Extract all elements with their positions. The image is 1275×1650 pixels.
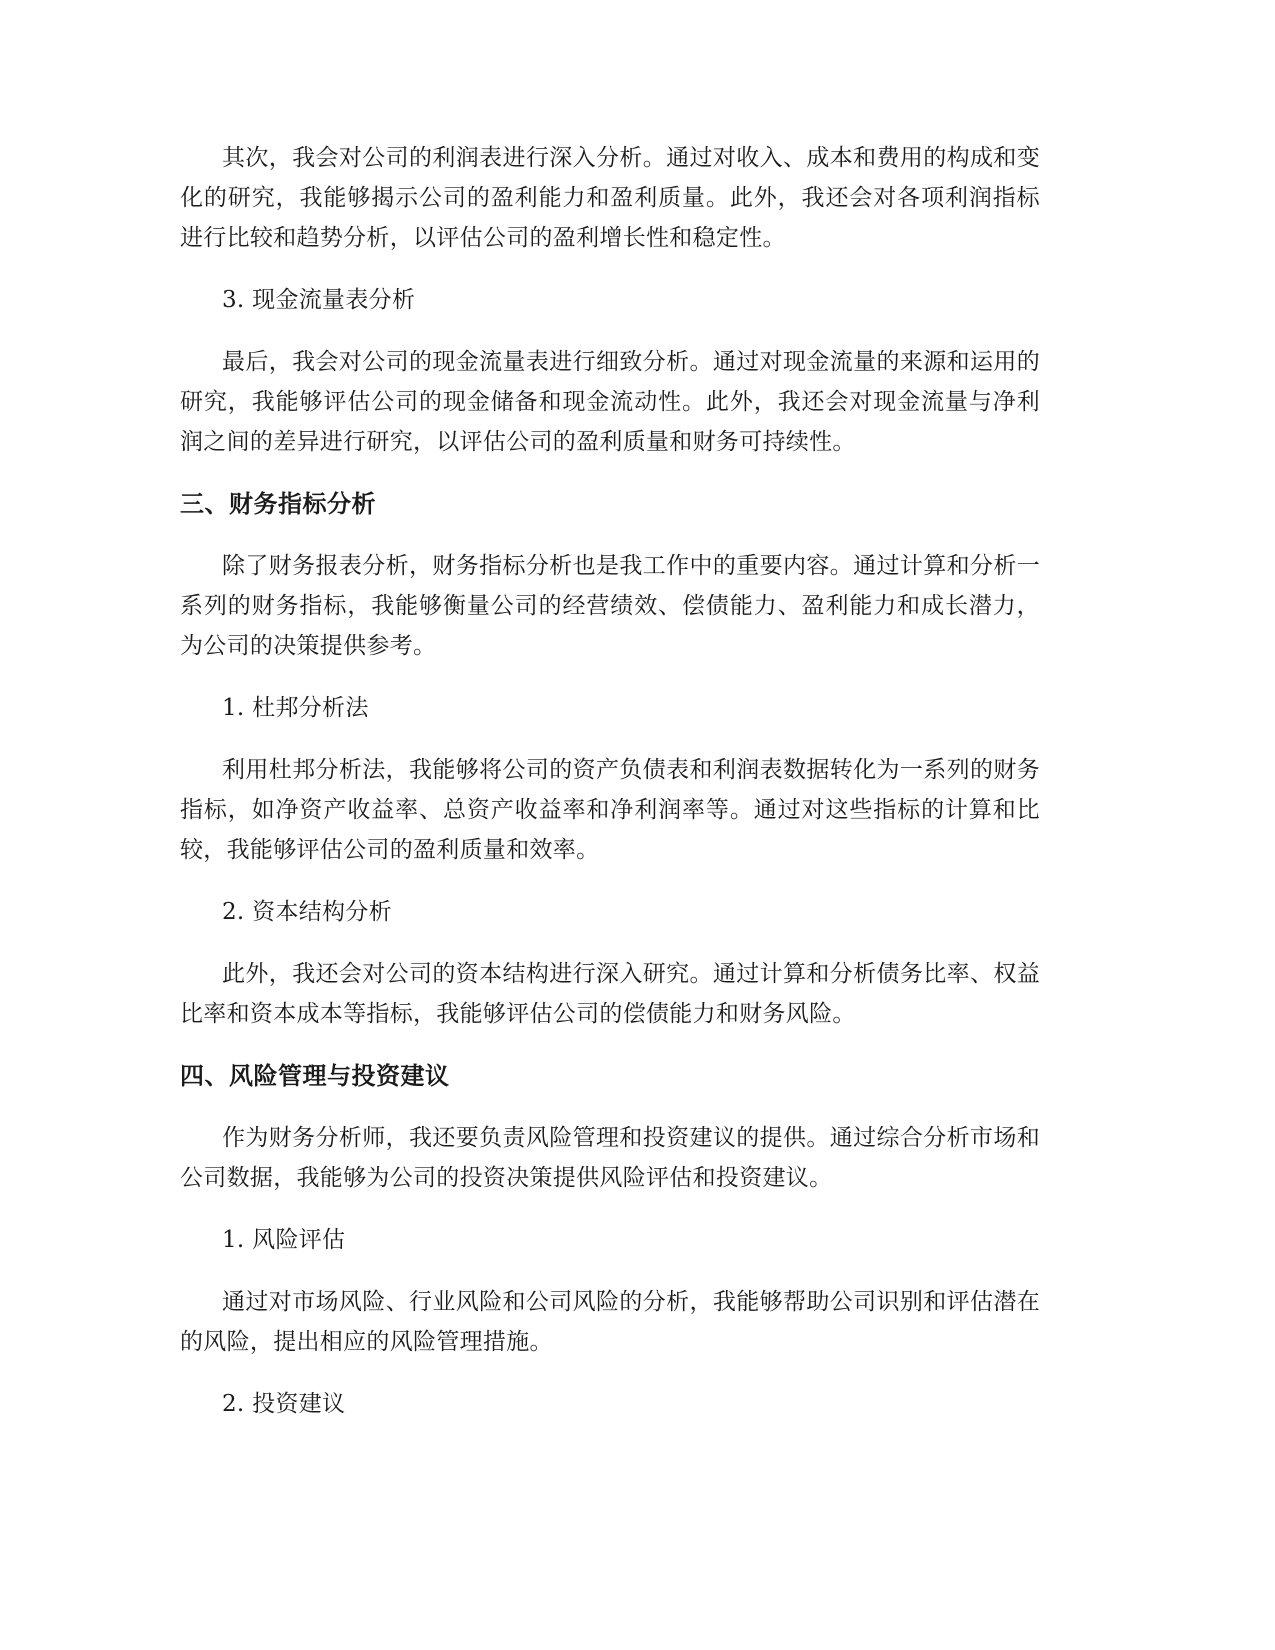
paragraph-financial-indicators: 除了财务报表分析，财务指标分析也是我工作中的重要内容。通过计算和分析一系列的财务指标，我能够衡量公司的经营绩效、偿债能力、盈利能力和成长潜力，为公司的决策提供参考。 xyxy=(180,553,1040,659)
paragraph-risk-assessment: 通过对市场风险、行业风险和公司风险的分析，我能够帮助公司识别和评估潜在的风险，提出相应的风险管理措施。 xyxy=(180,1289,1040,1355)
list-item-investment-advice: 2. 投资建议 xyxy=(222,1391,346,1417)
paragraph-capital-structure: 此外，我还会对公司的资本结构进行深入研究。通过计算和分析债务比率、权益比率和资本成本等指标，我能够评估公司的偿债能力和财务风险。 xyxy=(180,961,1040,1027)
paragraph-risk-investment: 作为财务分析师，我还要负责风险管理和投资建议的提供。通过综合分析市场和公司数据，我能够为公司的投资决策提供风险评估和投资建议。 xyxy=(180,1125,1040,1191)
list-item-risk-assessment: 1. 风险评估 xyxy=(222,1227,346,1253)
document-page xyxy=(180,138,1040,1446)
list-item-cash-flow-analysis: 3. 现金流量表分析 xyxy=(222,287,416,313)
list-item-dupont-analysis: 1. 杜邦分析法 xyxy=(222,695,369,721)
paragraph-dupont: 利用杜邦分析法，我能够将公司的资产负债表和利润表数据转化为一系列的财务指标，如净资产收益率、总资产收益率和净利润率等。通过对这些指标的计算和比较，我能够评估公司的盈利质量和效率。 xyxy=(180,757,1040,863)
list-item-capital-structure: 2. 资本结构分析 xyxy=(222,899,392,925)
section-heading-risk-investment: 四、风险管理与投资建议 xyxy=(180,1062,450,1090)
section-heading-financial-indicators: 三、财务指标分析 xyxy=(180,490,376,518)
paragraph-cash-flow: 最后，我会对公司的现金流量表进行细致分析。通过对现金流量的来源和运用的研究，我能够评估公司的现金储备和现金流动性。此外，我还会对现金流量与净利润之间的差异进行研究，以评估公司的盈利质量和财务可持续性。 xyxy=(180,349,1040,455)
paragraph-income-statement: 其次，我会对公司的利润表进行深入分析。通过对收入、成本和费用的构成和变化的研究，我能够揭示公司的盈利能力和盈利质量。此外，我还会对各项利润指标进行比较和趋势分析，以评估公司的盈利增长性和稳定性。 xyxy=(180,145,1040,251)
